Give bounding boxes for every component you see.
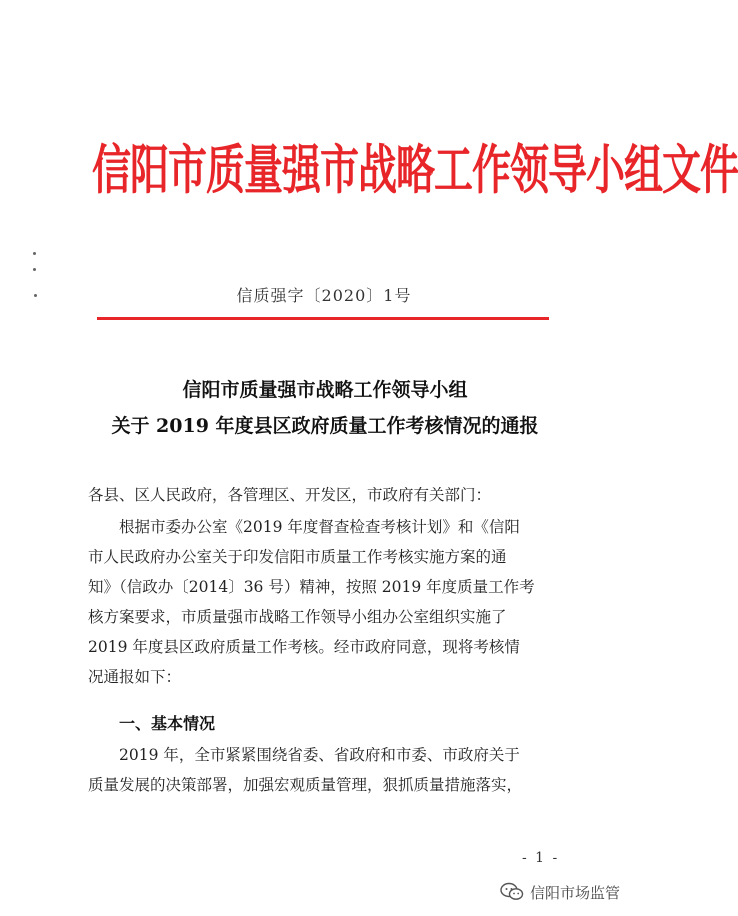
section-heading-basic: 一、基本情况 <box>119 714 216 733</box>
paragraph-2 <box>88 740 573 800</box>
paragraph-line: 2019 年，全市紧紧围绕省委、省政府和市委、市政府关于 <box>119 746 520 764</box>
paragraph-line: 市人民政府办公室关于印发信阳市质量工作考核实施方案的通 <box>88 548 507 566</box>
paragraph-line: 核方案要求，市质量强市战略工作领导小组办公室组织实施了 <box>88 608 507 626</box>
paragraph-line: 根据市委办公室《2019 年度督查检查考核计划》和《信阳 <box>119 518 520 536</box>
wechat-icon <box>500 882 524 902</box>
document-header-title: 信阳市质量强市战略工作领导小组文件 <box>92 140 738 202</box>
scan-dot <box>33 268 36 271</box>
wechat-watermark <box>500 880 620 904</box>
notice-title <box>60 372 590 444</box>
notice-title-line-1: 信阳市质量强市战略工作领导小组 <box>182 379 468 401</box>
page-number: - 1 - <box>522 850 560 866</box>
paragraph-line: 况通报如下： <box>88 668 182 686</box>
watermark-text: 信阳市场监管 <box>530 883 621 902</box>
paragraph-line: 质量发展的决策部署，加强宏观质量管理，狠抓质量措施落实， <box>88 776 523 794</box>
document-number: 信质强字〔2020〕1号 <box>236 286 412 305</box>
red-divider-line <box>97 317 549 320</box>
notice-title-line-2: 关于 2019 年度县区政府质量工作考核情况的通报 <box>111 415 539 437</box>
paragraph-line: 2019 年度县区政府质量工作考核。经市政府同意，现将考核情 <box>88 638 520 656</box>
paragraph-1 <box>88 512 573 692</box>
scan-dot <box>33 252 36 255</box>
paragraph-line: 知》（信政办〔2014〕36 号）精神，按照 2019 年度质量工作考 <box>88 578 535 596</box>
salutation: 各县、区人民政府，各管理区、开发区，市政府有关部门： <box>88 486 492 504</box>
